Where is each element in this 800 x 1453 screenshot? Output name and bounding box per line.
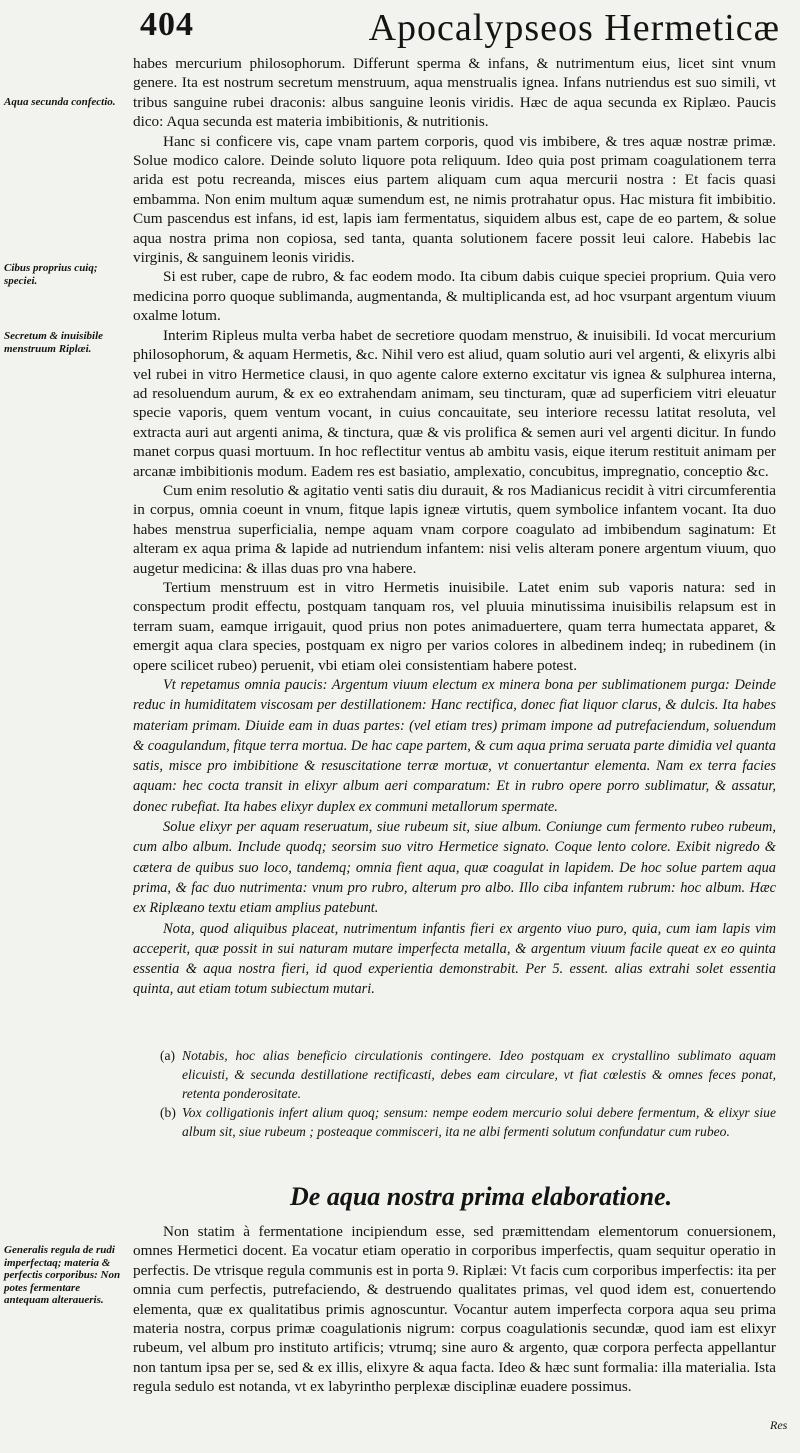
note-text: Vox colligationis infert alium quoq; sensum: nempe eodem mercurio solui debere fermentum, & elixyr siue album sit, siue rubeum ; posteaque commisceri, ita ne albi fermenti solutum confundatur cum rubeo. (182, 1105, 776, 1139)
catchword: Res (770, 1418, 788, 1432)
running-title: Apocalypseos Hermeticæ (368, 7, 780, 49)
paragraph: habes mercurium philosophorum. Differunt sperma & infans, & nutrimentum eius, licet sint vnum genere. Ita est nostrum secretum menstruum, aqua menstrualis ignea. Infans nutriendus est suo simili, vt tribus sanguine rubei draconis: albus sanguine leonis viridis. Hæc de aqua secunda ex Riplæo. Paucis dico: Aqua secunda est materia imbibitionis, & nutritionis. (133, 55, 776, 131)
marginal-note-generalis-regula: Generalis regula de rudi imperfectaq; materia & perfectis corporibus: Non potes fermentare antequam alteraueris. (4, 1244, 121, 1306)
note-text: Notabis, hoc alias beneficio circulationis contingere. Ideo postquam ex crystallino sublimato aquam elicuisti, & secunda destillatione rectificasti, debes eam circulare, vt fiat cœlestis & omnes feces ponat, retenta ponderositate. (182, 1048, 776, 1101)
final-text-block (133, 1222, 776, 1418)
paragraph: Si est ruber, cape de rubro, & fac eodem modo. Ita cibum dabis cuique speciei proprium. Quia vero medicina porro quoque sublimanda, augmentanda, & multiplicanda est, ad hoc vsurpant argentum viuum oxalme lotum. (133, 268, 776, 325)
paragraph: Cum enim resolutio & agitatio venti satis diu durauit, & ros Madianicus recidit à vitri circumferentia in corpus, omnia coeunt in vnum, fitque lapis igneæ virtutis, quem symbolice infantem vocant. Ita duo habes menstrua superficialia, nempe aquam vnam corpore coagulato ad imbibendum saginatum: Et alteram ex aqua prima & lapide ad nutriendum infantem: nisi velis alteram ponere argentum viuum, quo augetur medicina: & illas duas pro vna habere. (133, 481, 776, 577)
paragraph: Non statim à fermentatione incipiendum esse, sed præmittendam elementorum conuersionem, omnes Hermetici docent. Ea vocatur etiam operatio in corporibus imperfectis, quam sequitur operatio in perfectis. De vtrisque regula communis est in porta 9. Riplæi: Vt facis cum corporibus imperfectis: ita per omnia cum perfectis, putrefaciendo, & destruendo qualitates primas, vel quod idem est, conuertendo elementa, quæ ex qualitatibus primis agnoscuntur. Vocantur autem imperfecta corpora aqua seu prima materia nostra, corpus primæ coagulationis nigrum: corpus coagulationis secundæ, quod iam est elixyr rubeum, vel album pro instituto artificis; vtrumq; sine auro & argento, quæ corpora perfecta appellantur non tantum ipsa per se, sed & ex illis, elixyre & aqua facta. Ideo & hæc sunt formalia: illa materialia. Ista regula sedulo est notanda, vt ex labyrintho perplexæ disciplinæ euadere possimus. (133, 1223, 776, 1396)
paragraph: Solue elixyr per aquam reseruatum, siue rubeum sit, siue album. Coniunge cum fermento rubeo rubeum, cum albo album. Include quodq; seorsim suo vitro Hermetice signato. Coque lento colore. Exibit nigredo & cætera de quibus suo loco, tandemq; omnia fient aqua, quæ coagulat in lapidem. De hoc solue partem aqua prima, & fac duo nutrimenta: vnum pro rubro, alterum pro albo. Illo ciba infantem rubrum: hoc album. Hæc ex Riplæano textu etiam amplius patebunt. (133, 819, 776, 917)
paragraph: Tertium menstruum est in vitro Hermetis inuisibile. Latet enim sub vaporis natura: sed in conspectum prodit effectu, postquam tanquam ros, vel pluuia minutissima inuisibilis relapsum est in terram suam, eamque irrigauit, quod prius non potes animaduertere, quam terra humectata apparet, & emergit aqua clara species, postquam ex nigro per varios colores in albedinem indeq; in rubedinem (in opere scilicet rubeo) peruenit, vbi etiam olei consistentiam habere potest. (133, 578, 776, 674)
paragraph: Interim Ripleus multa verba habet de secretiore quodam menstruo, & inuisibili. Id vocat mercurium philosophorum, & aquam Hermetis, &c. Nihil vero est aliud, quam solutio auri vel argenti, & elixyris albi vel rubei in vitro Hermetice clausi, in quo agente calore externo excitatur vis ignea & sulphurea interna, ad resoluendum aurum, & ex eo extrahendam animam, seu tincturam, quæ ad superficiem vitri eleuatur specie vaporis, quem ventum vocant, in cuius concauitate, seu interiore recessu latitat resoluta, vel extracta auri aut argenti anima, & tinctura, quæ & vis prolifica & semen auri vel argenti dicitur. In fundo manet corpus quasi mortuum. In hoc reflectitur ventus ab ambitu vasis, eique iterum restituit animam per arcanæ imbibitionis modum. Eadem res est basiatio, amplexatio, concubitus, impregnatio, conceptio &c. (133, 326, 776, 480)
annotation-note (160, 1103, 776, 1141)
paragraph: Hanc si conficere vis, cape vnam partem corporis, quod vis imbibere, & tres aquæ nostræ primæ. Solue modico calore. Deinde soluto liquore pota reliquum. Ideo quia post primam coagulationem terra arida est potu recreanda, misces eius partem aliquam cum aqua mercurii nostra : Et facis quasi embamma. Non enim multum aquæ sumendum est, ne nimis protrahatur opus. Hac mistura fit imbibitio. Cum pascendus est infans, id est, lapis iam fermentatus, siquidem albus est, cape de eo partem, & solue aqua nostra prima non copiosa, sed tanta, quanta solutionem facere possit leui calore. Habebis lac virginis, & sanguinem leonis viridis. (133, 132, 776, 267)
main-text-block (133, 54, 776, 1022)
marginal-note-secretum: Secretum & inuisibile menstruum Riplæi. (4, 330, 104, 355)
annotation-note (160, 1046, 776, 1103)
paragraph: Nota, quod aliquibus placeat, nutrimentum infantis fieri ex argento viuo puro, quia, cum iam lapis vim acceperit, quæ possit in sui naturam mutare imperfecta metalla, & argentum viuum facile queat ex eo quinta essentia & aqua nostra fieri, id quod experientia demonstrabit. Per 5. essent. alias extrahi solet essentia quinta, aut etiam totum subiectum mutari. (133, 920, 776, 998)
paragraph: Vt repetamus omnia paucis: Argentum viuum electum ex minera bona per sublimationem purga: Deinde reduc in humiditatem viscosam per destillationem: Hanc rectifica, donec fiat liquor clarus, & dulcis. Ita habes materiam primam. Diuide eam in duas partes: (vel etiam tres) primam impone ad putrefaciendum, soluendum & coagulandum, fitque terra mortua. De hac cape partem, & cum aqua prima seruata parte dimidia vel quanta satis, misce pro imbibitione & resuscitatione terræ mortuæ, vt conuertantur elementa. Nam ex terra facies aquam: hec cocta transit in elixyr album aeri comparatum: Et in rubro opere porro sublimatur, & assatur, donec rubefiat. Ita habes elixyr duplex ex communi metallorum spermate. (133, 677, 776, 815)
marginal-note-cibus: Cibus proprius cuiq; speciei. (4, 262, 98, 287)
annotation-notes (160, 1046, 776, 1141)
section-heading: De aqua nostra prima elaboratione. (290, 1182, 673, 1211)
note-marker: (b) (160, 1105, 176, 1120)
page-number: 404 (140, 6, 194, 43)
note-marker: (a) (160, 1048, 176, 1063)
page-header (140, 6, 780, 52)
marginal-note-aqua-secunda: Aqua secunda confectio. (4, 96, 116, 108)
